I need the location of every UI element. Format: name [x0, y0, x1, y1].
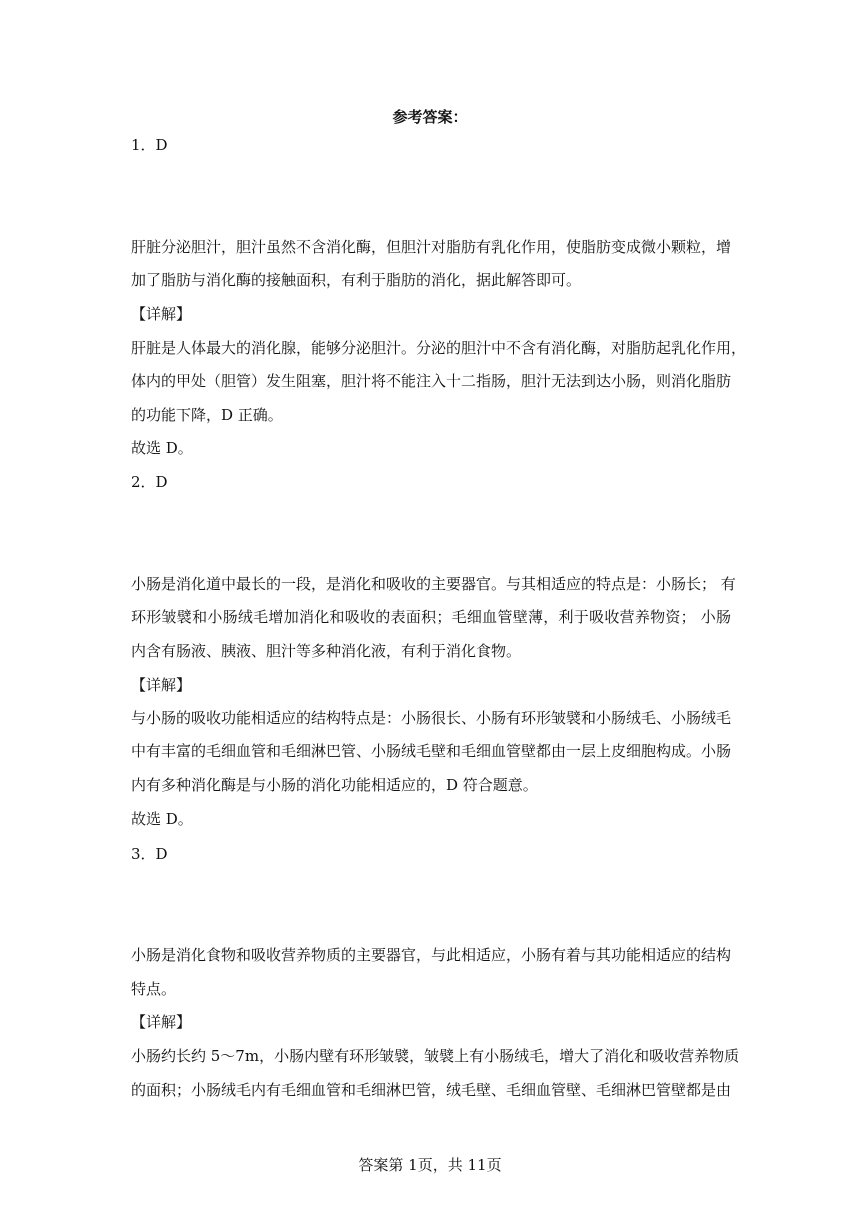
answer-number: 1．D [131, 136, 168, 154]
analysis-text: 小肠是消化食物和吸收营养物质的主要器官，与此相适应，小肠有着与其功能相适应的结构 [131, 946, 732, 964]
section-heading: 【详解】 [131, 676, 192, 694]
analysis-text: 环形皱襞和小肠绒毛增加消化和吸收的表面积；毛细血管壁薄，利于吸收营养物资； 小肠 [131, 608, 731, 626]
section-heading: 【详解】 [131, 1013, 192, 1031]
analysis-text: 加了脂肪与消化酶的接触面积，有利于脂肪的消化，据此解答即可。 [131, 271, 582, 289]
section-heading: 【详解】 [131, 305, 192, 323]
analysis-text: 特点。 [131, 980, 177, 998]
analysis-text: 内含有肠液、胰液、胆汁等多种消化液，有利于消化食物。 [131, 642, 522, 660]
answer-number: 3．D [131, 845, 168, 863]
detail-text: 与小肠的吸收功能相适应的结构特点是：小肠很长、小肠有环形皱襞和小肠绒毛、小肠绒毛 [131, 709, 732, 727]
conclusion-text: 故选 D。 [131, 439, 193, 457]
detail-text: 体内的甲处（胆管）发生阻塞，胆汁将不能注入十二指肠，胆汁无法到达小肠，则消化脂肪 [131, 372, 732, 390]
detail-text: 中有丰富的毛细血管和毛细淋巴管、小肠绒毛壁和毛细血管壁都由一层上皮细胞构成。小肠 [131, 742, 732, 760]
detail-text: 内有多种消化酶是与小肠的消化功能相适应的，D 符合题意。 [131, 776, 538, 794]
answer-number: 2．D [131, 473, 168, 491]
page-footer: 答案第 1页，共 11页 [358, 1156, 502, 1174]
detail-text: 肝脏是人体最大的消化腺，能够分泌胆汁。分泌的胆汁中不含有消化酶，对脂肪起乳化作用， [131, 339, 747, 357]
page-title: 参考答案： [392, 108, 468, 126]
detail-text: 的面积；小肠绒毛内有毛细血管和毛细淋巴管，绒毛壁、毛细血管壁、毛细淋巴管壁都是由 [131, 1081, 732, 1099]
conclusion-text: 故选 D。 [131, 810, 193, 828]
analysis-text: 肝脏分泌胆汁，胆汁虽然不含消化酶，但胆汁对脂肪有乳化作用，使脂肪变成微小颗粒，增 [131, 238, 732, 256]
detail-text: 的功能下降，D 正确。 [131, 406, 283, 424]
analysis-text: 小肠是消化道中最长的一段，是消化和吸收的主要器官。与其相适应的特点是：小肠长； 有 [131, 575, 736, 593]
detail-text: 小肠约长约 5～7m，小肠内壁有环形皱襞，皱襞上有小肠绒毛，增大了消化和吸收营养物质 [131, 1047, 740, 1065]
